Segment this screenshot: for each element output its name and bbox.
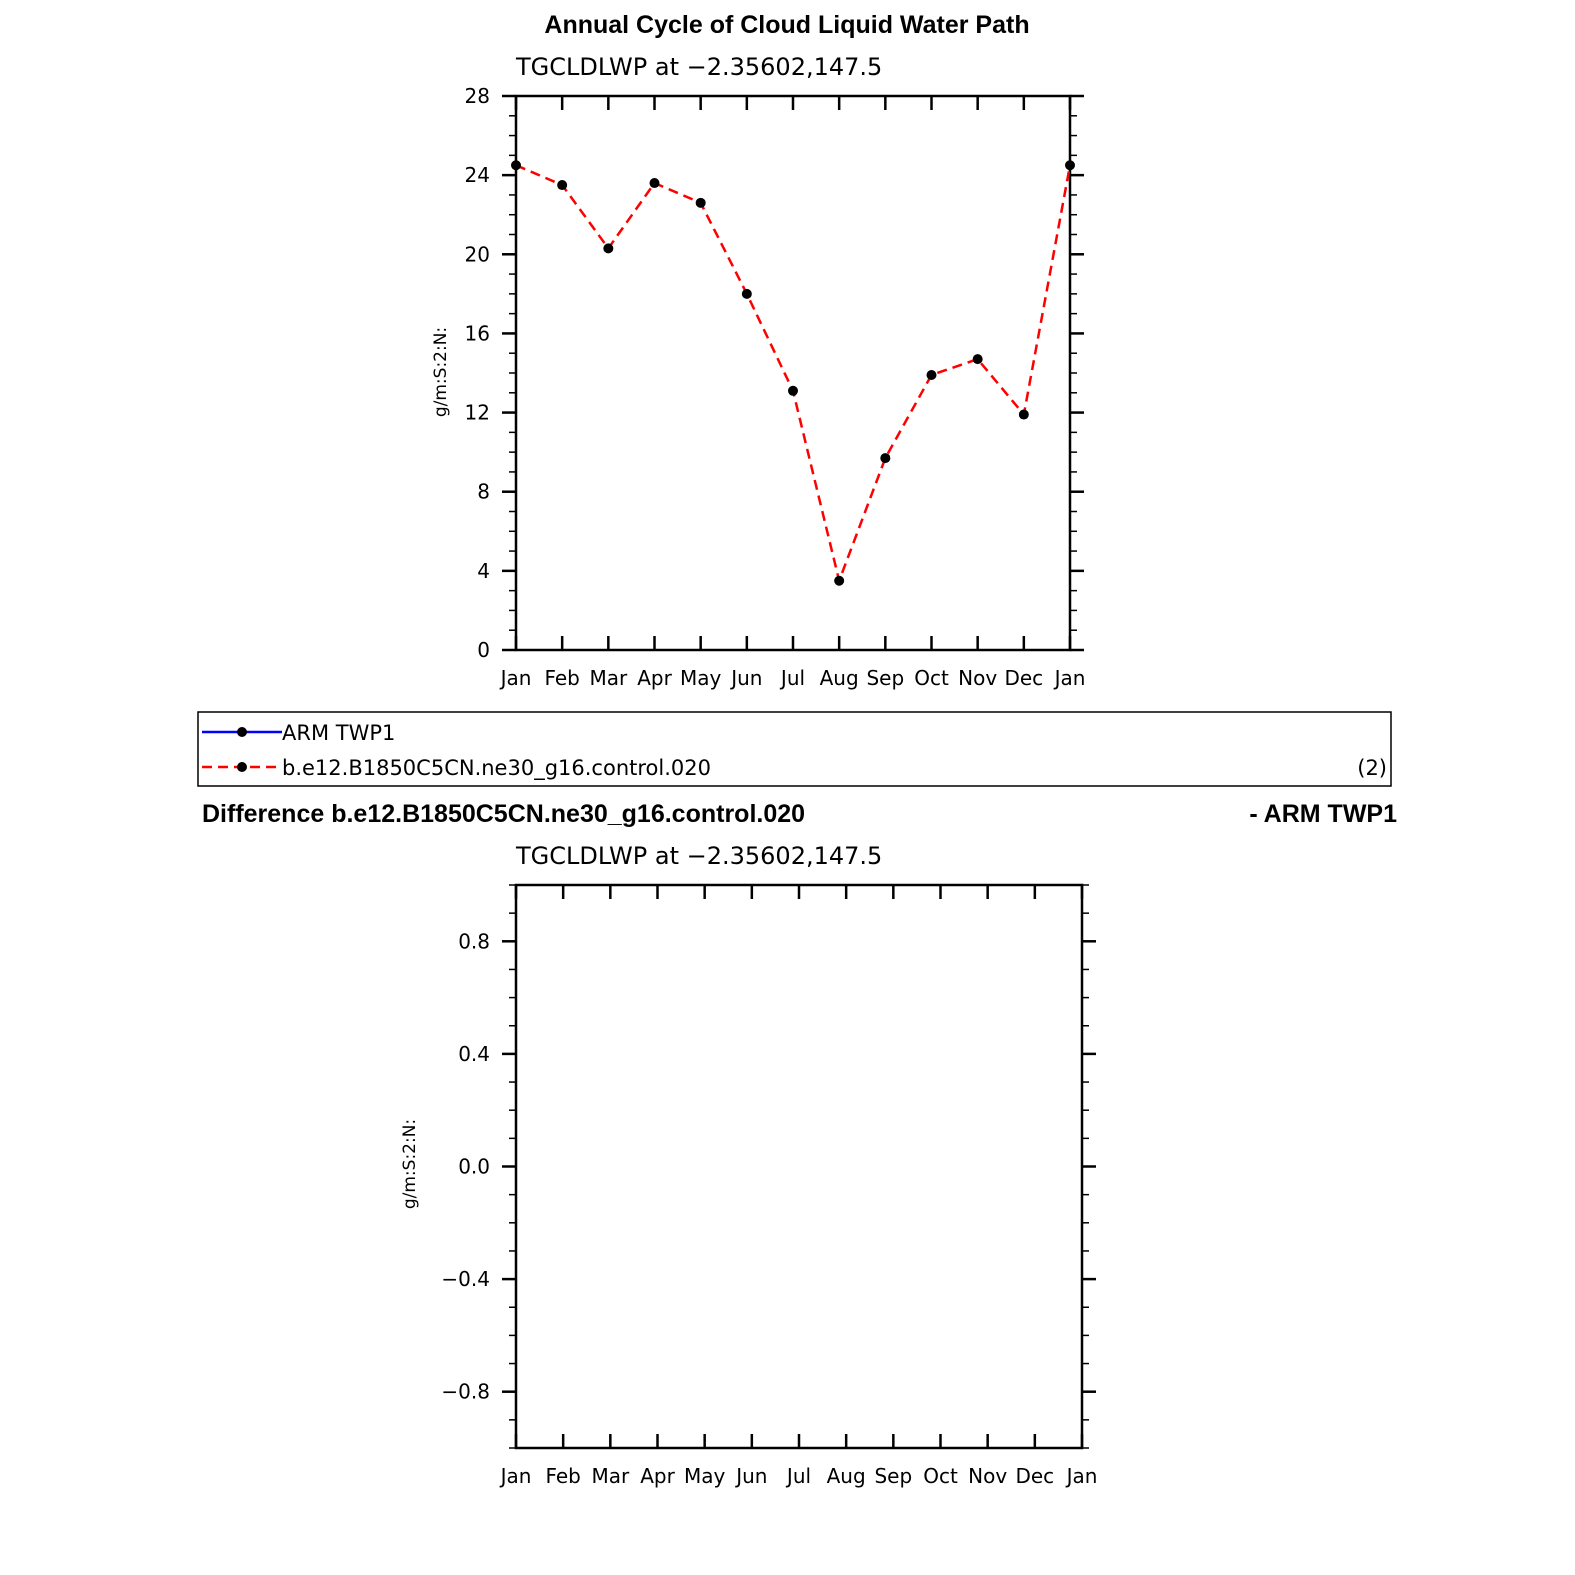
data-point	[742, 289, 752, 299]
x-tick-label: Oct	[923, 1464, 958, 1488]
y-tick-label: 24	[464, 163, 490, 188]
x-tick-label: Oct	[914, 666, 949, 690]
y-tick-label: 0.4	[458, 1041, 490, 1066]
x-tick-label: Feb	[544, 666, 580, 690]
difference-y-axis-label: g/m:S:2:N:	[400, 1118, 420, 1210]
y-tick-label: 0	[477, 638, 490, 662]
data-point	[603, 243, 613, 253]
data-point	[650, 178, 660, 188]
x-tick-label: Jul	[780, 666, 806, 690]
y-ticks	[465, 84, 1084, 662]
x-tick-label: May	[683, 1464, 726, 1488]
x-tick-label: Dec	[1015, 1464, 1055, 1488]
difference-subtitle: TGCLDLWP at −2.35602,147.5	[516, 842, 883, 870]
y-tick-label: 8	[477, 479, 490, 504]
x-tick-label: Jul	[786, 1464, 812, 1488]
legend-marker-model	[237, 762, 247, 772]
y-tick-label: −0.8	[441, 1379, 490, 1404]
difference-x-ticks	[499, 885, 1098, 1488]
x-tick-label: May	[679, 666, 722, 690]
data-point	[834, 576, 844, 586]
x-tick-label: Nov	[958, 666, 998, 690]
x-tick-label: Jan	[500, 1464, 532, 1488]
data-point	[696, 198, 706, 208]
y-axis-label: g/m:S:2:N:	[431, 326, 451, 418]
data-point	[1065, 160, 1075, 170]
chart-subtitle: TGCLDLWP at −2.35602,147.5	[516, 53, 883, 81]
x-tick-label: Aug	[819, 666, 859, 690]
y-tick-label: 12	[464, 400, 490, 425]
x-tick-label: Apr	[637, 666, 672, 690]
x-tick-label: Aug	[826, 1464, 866, 1488]
annual-cycle-chart	[431, 11, 1085, 690]
x-tick-label: Feb	[545, 1464, 581, 1488]
series-line	[516, 165, 1070, 581]
data-point	[788, 386, 798, 396]
x-tick-label: Mar	[589, 666, 628, 690]
difference-title: Difference b.e12.B1850C5CN.ne30_g16.control.020	[202, 800, 806, 828]
x-tick-label: Dec	[1004, 666, 1044, 690]
data-point	[927, 370, 937, 380]
legend-count-note: (2)	[1357, 756, 1387, 780]
difference-plot-frame	[516, 885, 1082, 1448]
x-tick-label: Jan	[1054, 666, 1086, 690]
data-point	[1019, 410, 1029, 420]
x-tick-label: Mar	[591, 1464, 630, 1488]
x-tick-label: Jun	[736, 1464, 768, 1488]
series-layer	[511, 160, 1075, 586]
plot-frame	[516, 96, 1070, 650]
legend	[198, 712, 1391, 786]
difference-y-ticks	[441, 885, 1096, 1448]
y-tick-label: 20	[464, 242, 490, 267]
chart-title: Annual Cycle of Cloud Liquid Water Path	[544, 11, 1030, 39]
legend-label-model: b.e12.B1850C5CN.ne30_g16.control.020	[282, 756, 711, 780]
difference-title-right: - ARM TWP1	[1249, 800, 1397, 828]
data-point	[973, 354, 983, 364]
y-tick-label: −0.4	[441, 1267, 490, 1292]
data-point	[880, 453, 890, 463]
legend-marker-arm	[237, 727, 247, 737]
x-tick-label: Jan	[1066, 1464, 1098, 1488]
x-tick-label: Apr	[640, 1464, 675, 1488]
y-tick-label: 0.0	[458, 1154, 490, 1179]
legend-label-arm: ARM TWP1	[282, 721, 396, 745]
y-tick-label: 28	[464, 84, 490, 108]
y-tick-label: 0.8	[458, 929, 490, 954]
x-tick-label: Nov	[968, 1464, 1008, 1488]
x-tick-label: Sep	[866, 666, 905, 690]
data-point	[511, 160, 521, 170]
data-point	[557, 180, 567, 190]
difference-chart	[202, 800, 1397, 1488]
x-tick-label: Jan	[500, 666, 532, 690]
x-tick-label: Jun	[731, 666, 763, 690]
x-tick-label: Sep	[874, 1464, 913, 1488]
y-tick-label: 16	[464, 321, 490, 346]
y-tick-label: 4	[477, 558, 490, 583]
